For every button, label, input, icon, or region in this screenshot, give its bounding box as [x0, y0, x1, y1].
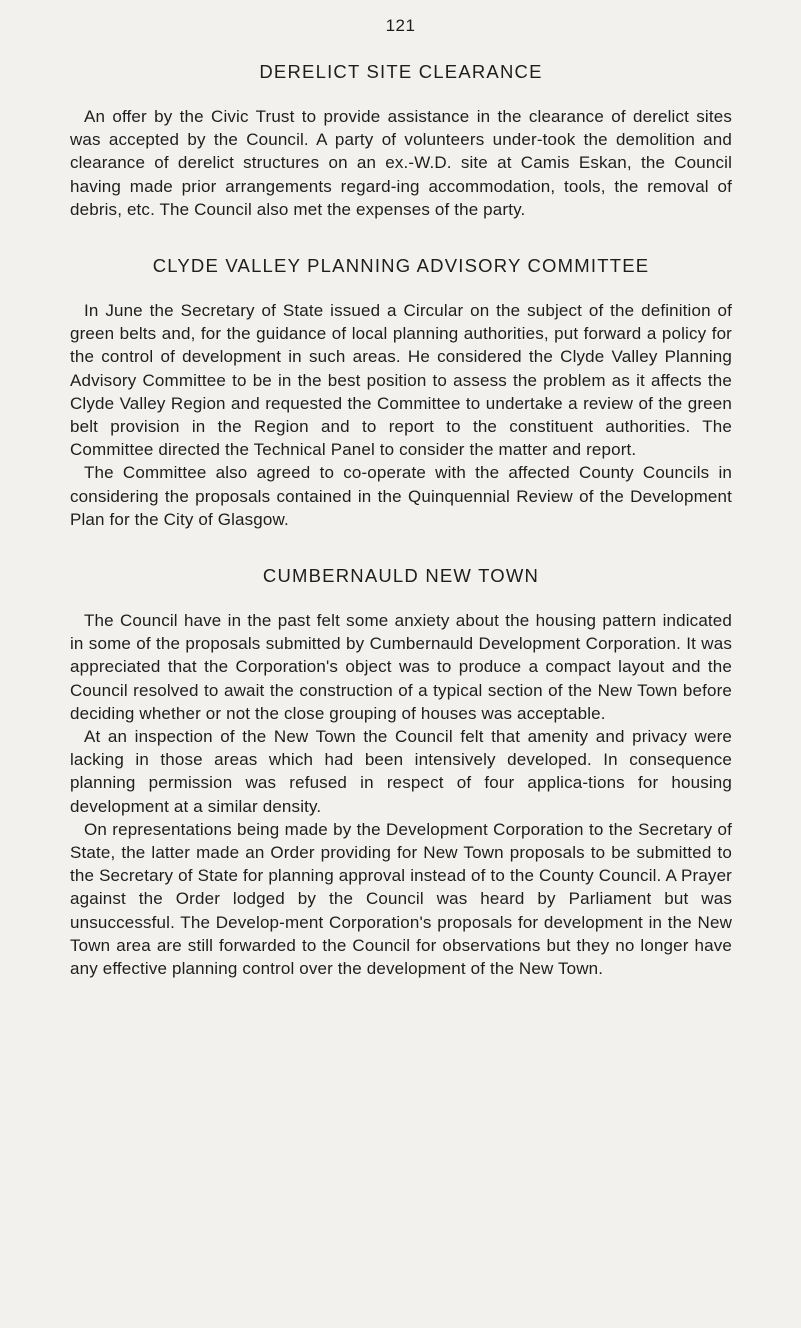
paragraph: An offer by the Civic Trust to provide assistance in the clearance of derelict sites was accepted by the Council. A party of volunteers under-took the demolition and clearance of derelict structures on an ex.-W.D. site at Camis Eskan, the Council having made prior arrangements regard-ing accommodation, tools, the removal of debris, etc. The Council also met the expenses of the party. [70, 107, 732, 219]
section-cumbernauld-new-town [70, 565, 732, 980]
page-content [70, 61, 732, 980]
section-clyde-valley-planning [70, 255, 732, 531]
page-number: 121 [385, 16, 416, 35]
paragraph: In June the Secretary of State issued a Circular on the subject of the definition of green belts and, for the guidance of local planning authorities, put forward a policy for the control of development in such areas. He considered the Clyde Valley Planning Advisory Committee to be in the best position to assess the problem as it affects the Clyde Valley Region and requested the Committee to undertake a review of the green belt provision in the Region and to report to the constituent authorities. The Committee directed the Technical Panel to consider the matter and report. [70, 301, 732, 460]
paragraph: On representations being made by the Development Corporation to the Secretary of State, the latter made an Order providing for New Town proposals to be submitted to the Secretary of State for planning approval instead of to the County Council. A Prayer against the Order lodged by the Council was heard by Parliament but was unsuccessful. The Develop-ment Corporation's proposals for development in the New Town area are still forwarded to the Council for observations but they no longer have any effective planning control over the development of the New Town. [70, 819, 732, 979]
section-heading: CLYDE VALLEY PLANNING ADVISORY COMMITTEE [152, 255, 650, 277]
paragraph: The Council have in the past felt some anxiety about the housing pattern indicated in some of the proposals submitted by Cumbernauld Development Corporation. It was appreciated that the Corporation's object was to produce a compact layout and the Council resolved to await the construction of a typical section of the New Town before deciding whether or not the close grouping of houses was acceptable. [70, 611, 732, 723]
paragraph: The Committee also agreed to co-operate with the affected County Councils in considering the proposals contained in the Quinquennial Review of the Development Plan for the City of Glasgow. [70, 463, 732, 529]
paragraph: At an inspection of the New Town the Council felt that amenity and privacy were lacking in those areas which had been intensively developed. In consequence planning permission was refused in respect of four applica-tions for housing development at a similar density. [70, 727, 732, 816]
section-heading: CUMBERNAULD NEW TOWN [262, 565, 540, 587]
section-heading: DERELICT SITE CLEARANCE [259, 61, 543, 82]
section-derelict-site-clearance [70, 61, 732, 221]
